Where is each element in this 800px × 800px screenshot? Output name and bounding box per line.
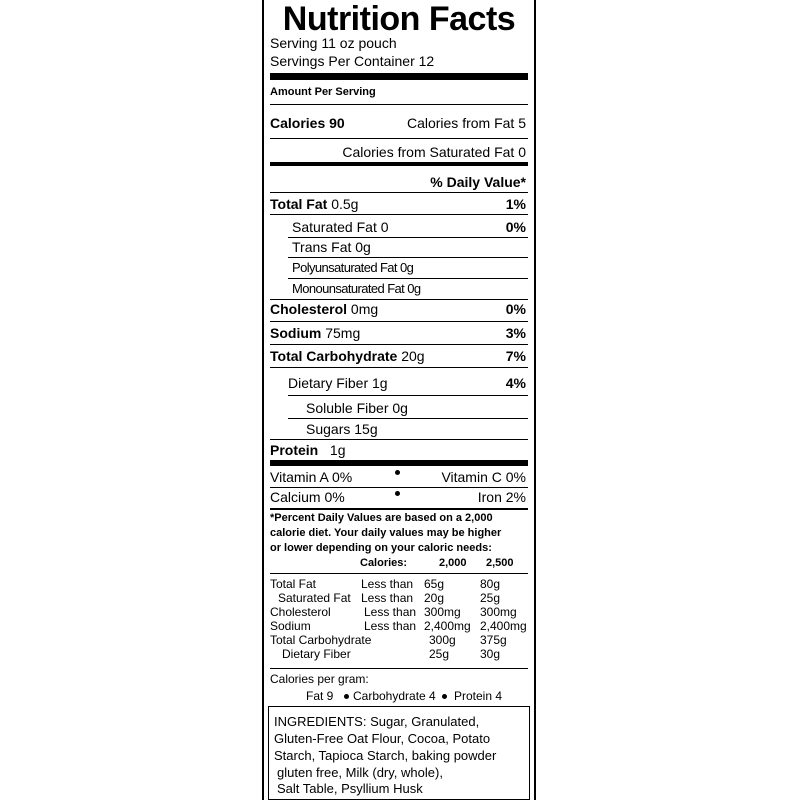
ref-sodium-v1: 2,400mg [424,619,471,633]
ref-sat-fat-v1: 20g [424,591,445,605]
dietary-fiber-dv: 4% [505,375,526,391]
ingredients-line2: Gluten-Free Oat Flour, Cocoa, Potato [274,731,491,746]
divider [270,508,528,510]
ref-sodium-qualifier: Less than [364,619,417,633]
divider [270,321,528,322]
servings-per-container: Servings Per Container 12 [270,53,435,69]
cal-per-gram-fat: Fat 9 [306,689,334,703]
soluble-fiber-label: Soluble Fiber 0g [306,400,408,416]
footnote-col1: 2,000 [439,557,467,569]
footnote-line3: or lower depending on your caloric needs: [270,542,492,554]
saturated-fat-label: Saturated Fat 0 [292,219,389,235]
ref-cholesterol-v1: 300mg [424,605,461,619]
ref-total-fat-qualifier: Less than [361,577,414,591]
daily-value-header: % Daily Value* [430,174,526,190]
cholesterol-row: Cholesterol 0mg [270,301,379,317]
ref-dietary-fiber-v2: 30g [480,647,501,661]
ingredients-box [268,706,530,800]
divider [288,237,528,238]
total-fat-dv: 1% [505,196,526,212]
amount-per-serving: Amount Per Serving [270,86,376,98]
cal-per-gram-protein: Protein 4 [454,689,503,703]
cholesterol-dv: 0% [505,301,526,317]
divider [288,418,528,419]
divider [270,104,528,105]
ref-sat-fat-v2: 25g [480,591,501,605]
calories-from-fat: Calories from Fat 5 [406,115,526,131]
footnote-col2: 2,500 [486,557,514,569]
divider [288,278,528,279]
total-carbohydrate-dv: 7% [505,348,526,364]
bullet-icon [395,470,400,475]
ingredients-line4: gluten free, Milk (dry, whole), [277,765,443,780]
footnote-line2: calorie diet. Your daily values may be higher [270,527,502,539]
bullet-icon [344,694,349,699]
divider [270,439,528,440]
ref-total-carb-v2: 375g [480,633,507,647]
medium-divider [270,162,528,166]
ref-cholesterol-qualifier: Less than [364,605,417,619]
nutrition-label [262,0,536,800]
footnote-line1: *Percent Daily Values are based on a 2,000 [270,512,493,524]
label-title: Nutrition Facts [282,0,516,38]
polyunsaturated-fat-label: Polyunsaturated Fat 0g [292,260,414,275]
protein-row: Protein 1g [270,442,346,458]
ref-sat-fat-name: Saturated Fat [278,591,351,605]
sodium-dv: 3% [505,325,526,341]
cal-per-gram-carbohydrate: Carbohydrate 4 [353,689,436,703]
ref-total-carb-name: Total Carbohydrate [270,633,372,647]
divider [288,257,528,258]
calcium: Calcium 0% [270,489,345,505]
vitamin-c: Vitamin C 0% [441,469,526,485]
divider [270,192,528,193]
ref-total-fat-v1: 65g [424,577,445,591]
divider [270,214,528,215]
bullet-icon [395,491,400,496]
dietary-fiber-label: Dietary Fiber 1g [288,375,388,391]
total-carbohydrate-row: Total Carbohydrate 20g [270,348,425,364]
sodium-row: Sodium 75mg [270,325,361,341]
trans-fat-label: Trans Fat 0g [292,239,371,255]
ref-total-carb-v1: 300g [429,633,456,647]
ref-sodium-name: Sodium [270,619,311,633]
calories-per-gram: Calories per gram: [270,672,369,686]
divider [270,487,528,488]
ref-dietary-fiber-name: Dietary Fiber [282,647,351,661]
divider [270,299,528,300]
divider [288,395,528,396]
ref-sodium-v2: 2,400mg [480,619,527,633]
thick-divider [270,460,528,466]
thick-divider [270,73,528,80]
ref-cholesterol-v2: 300mg [480,605,517,619]
sugars-label: Sugars 15g [306,421,378,437]
vitamin-a: Vitamin A 0% [270,469,353,485]
monounsaturated-fat-label: Monounsaturated Fat 0g [292,281,421,296]
ref-total-fat-v2: 80g [480,577,501,591]
footnote-calories-label: Calories: [360,557,408,569]
ref-dietary-fiber-v1: 25g [429,647,450,661]
ingredients-line5: Salt Table, Psyllium Husk [277,781,423,796]
divider [270,573,528,574]
divider [270,367,528,368]
serving-size: Serving 11 oz pouch [270,35,397,51]
ref-total-fat-name: Total Fat [270,577,317,591]
ref-cholesterol-name: Cholesterol [270,605,331,619]
divider [270,138,528,139]
calories-from-sat-fat: Calories from Saturated Fat 0 [342,144,526,160]
calories-label: Calories 90 [270,115,345,131]
ingredients-line1: INGREDIENTS: Sugar, Granulated, [274,714,480,729]
saturated-fat-dv: 0% [505,219,526,235]
total-fat-row: Total Fat 0.5g [270,196,359,212]
ref-sat-fat-qualifier: Less than [361,591,414,605]
divider [270,668,528,669]
divider [270,344,528,345]
calories-value: 90 [329,115,345,131]
bullet-icon [442,694,447,699]
ingredients-line3: Starch, Tapioca Starch, baking powder [274,748,497,763]
iron: Iron 2% [477,489,526,505]
